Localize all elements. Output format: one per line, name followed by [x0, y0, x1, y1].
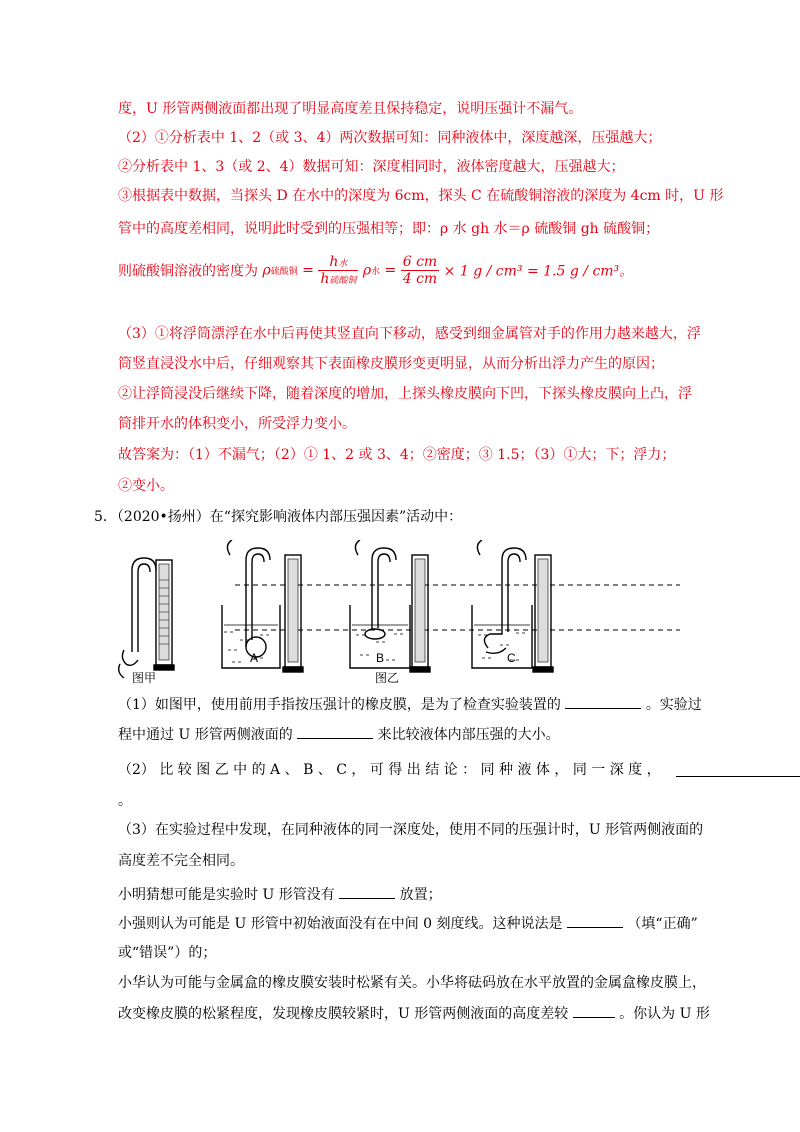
q3d-text: 小强则认为可能是 U 形管中初始液面没有在中间 0 刻度线。这种说法是: [118, 916, 563, 932]
q1b-end: 来比较液体内部压强的大小。: [377, 727, 560, 743]
q3c-text: 小明猜想可能是实验时 U 形管没有: [118, 887, 335, 903]
answer-line-5: 管中的高度差相同，说明此时受到的压强相等；即：ρ 水 gh 水＝ρ 硫酸铜 gh 硫酸铜；: [118, 221, 660, 237]
blank-5[interactable]: [567, 913, 623, 928]
formula-rho-2: ρ: [362, 262, 372, 279]
formula-rho-1: ρ: [262, 262, 271, 279]
answer-line-11: ②变小。: [118, 478, 174, 494]
answer-line-10: 故答案为：（1）不漏气；（2）① 1、2 或 3、4；②密度；③ 1.5；（3）①大；下；浮力；: [118, 447, 676, 463]
apparatus-b: [350, 540, 430, 672]
answer-line-6: （3）①将浮筒漂浮在水中后再使其竖直向下移动，感受到细金属管对手的作用力越来越大，浮: [118, 326, 701, 342]
frac-cm-top: 6 cm: [402, 254, 438, 270]
label-yi: 图乙: [375, 671, 400, 685]
answer-line-1: 度，U 形管两侧液面都出现了明显高度差且保持稳定，说明压强计不漏气。: [118, 101, 583, 117]
formula-fraction-h: [318, 254, 358, 287]
density-formula: 则硫酸铜溶液的密度为 ρ硫酸铜 = $\frac{\text{h水}}{\text{h硫酸铜}}$ ρ水 = $\frac{6 cm}{4 cm}$ × 1 g / cm³ = 1.5 g / cm³。: [118, 254, 634, 287]
q3-line-b: 高度差不完全相同。: [118, 853, 244, 869]
answer-line-2: （2）①分析表中 1、2（或 3、4）两次数据可知：同种液体中，深度越深，压强越大；: [118, 130, 662, 146]
answer-line-9: 筒排开水的体积变小，所受浮力变小。: [118, 416, 356, 432]
label-a: A: [250, 651, 259, 665]
label-jia: 图甲: [132, 671, 157, 685]
blank-1[interactable]: [565, 694, 641, 709]
q3g-end: 。你认为 U 形: [619, 1006, 710, 1022]
frac-h-top: h: [329, 254, 339, 270]
answer-line-7: 筒竖直浸没水中后，仔细观察其下表面橡皮膜形变更明显，从而分析出浮力产生的原因；: [118, 356, 664, 372]
answer-line-8: ②让浮筒浸没后继续下降，随着深度的增加，上探头橡皮膜向下凹，下探头橡皮膜向上凸，浮: [118, 386, 692, 402]
frac-h-bottom-sub: 硫酸铜: [329, 276, 357, 286]
q2-line-a: [118, 760, 661, 780]
q3c-end: 放置；: [399, 887, 442, 903]
q3g-text: 改变橡皮膜的松紧程度，发现橡皮膜较紧时，U 形管两侧液面的高度差较: [118, 1006, 569, 1022]
q1-line-a: [118, 694, 702, 715]
q3-line-g: [118, 1003, 710, 1024]
blank-3[interactable]: [676, 762, 800, 777]
blank-2[interactable]: [297, 724, 373, 739]
frac-h-bottom: h: [320, 271, 330, 287]
blank-4[interactable]: [339, 884, 395, 899]
q2a-text: （2） 比 较 图 乙 中 的 A 、 B 、 C ， 可 得 出 结 论 ： 同 种 液 体 ， 同 一 深 度 ，: [118, 762, 661, 778]
q3-line-d: [118, 913, 698, 934]
label-b: B: [376, 651, 385, 665]
q1-line-b: [118, 724, 560, 745]
blank-6[interactable]: [573, 1003, 615, 1018]
frac-h-top-sub: 水: [338, 259, 348, 269]
formula-sub-cuso4: 硫酸铜: [270, 267, 298, 277]
apparatus-a: [222, 540, 303, 672]
formula-tail: × 1 g / cm³ = 1.5 g / cm³。: [443, 263, 634, 280]
answer-line-3: ②分析表中 1、3（或 2、4）数据可知：深度相同时，液体密度越大，压强越大；: [118, 159, 625, 175]
gauge-jia: [119, 558, 174, 678]
q3-line-f: 小华认为可能与金属盒的橡皮膜安装时松紧有关。小华将砝码放在水平放置的金属盒橡皮膜上，: [118, 975, 706, 991]
q2-line-b: 。: [118, 793, 132, 809]
experiment-figure: [110, 540, 680, 685]
q3d-end: （填“正确”: [627, 916, 698, 932]
q1b-text: 程中通过 U 形管两侧液面的: [118, 727, 293, 743]
q3-line-e: 或“错误”）的；: [118, 945, 217, 961]
label-c: C: [507, 651, 516, 665]
q3-line-c: [118, 884, 442, 905]
frac-cm-bottom: 4 cm: [402, 271, 438, 287]
formula-sub-water: 水: [371, 267, 381, 277]
question-header: 5．（2020•扬州）在“探究影响液体内部压强因素”活动中：: [94, 509, 463, 525]
formula-prefix: 则硫酸铜溶液的密度为: [118, 263, 258, 280]
q1a-end: 。实验过: [645, 697, 702, 713]
formula-fraction-cm: [401, 254, 439, 287]
answer-line-4: ③根据表中数据，当探头 D 在水中的深度为 6cm，探头 C 在硫酸铜溶液的深度为 4cm 时，U 形: [118, 188, 724, 204]
q3-line-a: （3）在实验过程中发现，在同种液体的同一深度处，使用不同的压强计时，U 形管两侧液面的: [118, 822, 704, 838]
q1a-text: （1）如图甲，使用前用手指按压强计的橡皮膜，是为了检查实验装置的: [118, 697, 561, 713]
